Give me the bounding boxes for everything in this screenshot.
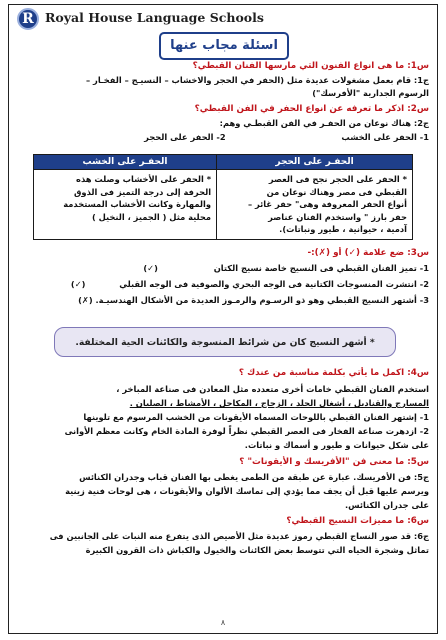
tf-item-2 (15, 278, 429, 291)
answer-1-line-1: ج1: قام بعمل مشغولات عديدة مثل (الحفر في الحجر والاخشاب – النسيـج – الفخـار – (86, 75, 429, 85)
question-5: س5: ما معنى فن "الأفريسك و الأيقونات" ؟ (239, 457, 429, 467)
question-4: س4: اكمل ما يأتي بكلمة مناسبة من عندك ؟ (238, 368, 429, 378)
wood-line: والمهارة وكانت الأخشاب المستخدمة (63, 199, 212, 209)
question-2: س2: اذكر ما تعرفه عن انواع الحفر في الفن القبطي؟ (194, 104, 429, 114)
stone-line: * الحفر على الحجر نجح فى العصر (268, 174, 407, 184)
answer-5-line-3: على جدران الكنائس. (345, 500, 429, 510)
tf-item-1-mark: (✓) (143, 263, 158, 273)
wood-line: الحرفة إلى درجة التميز فى الذوق (74, 186, 212, 197)
answer-6-line-2: تماثل وشجرة الحياه التي تتوسط بعض الكائنات والخيول والكباش ذات القرون الكبيرة (85, 545, 429, 555)
school-name: Royal House Language Schools (45, 10, 264, 25)
question-3: س3: ضع علامة (✓) أو (✗):- (307, 248, 429, 258)
completion-line-2: المسارج والقناديل ، أشغال الجلد ، الزجاج ، المكاحل ، الأمشاط ، الصلبان . (129, 398, 429, 408)
tf-item-3 (15, 294, 429, 307)
note-callout: * أشهر النسيج كان من شرائط المنسوجة والكائنات الحية المختلفة. (54, 327, 396, 357)
wood-cell (34, 170, 217, 240)
tf-item-2-text: 2- انتشرت المنسوجات الكتانية فى الوجه البحري والصوفية فى الوجه القبلي (119, 279, 429, 289)
stone-line: حفر بارز " واستخدم الفنان عناصر (268, 211, 407, 222)
tf-item-2-mark: (✓) (70, 279, 86, 289)
tf-item-1 (15, 262, 429, 275)
page-frame (8, 4, 438, 634)
page-header (9, 5, 437, 31)
stone-line: آدمية ، حيوانية ، طيور ونباتات). (279, 224, 407, 234)
wood-line: * الحفر على الأخشاب وصلت هذه (76, 174, 212, 184)
tf-item-1-text: 1- تميز الفنان القبطي فى النسيج خاصة نسيج الكتان (213, 263, 429, 273)
completion-line-3: 1- إشتهر الفنان القبطي باللوحات المسماه الأيقونات من الخشب المرسوم مع تلوينها (83, 412, 429, 422)
answer-5-line-1: ج5: فن الأفريسك. عبارة عن طبقة من الطمى يغطى بها الفنان قباب وجدران الكنائس (79, 472, 429, 482)
carving-type-2: 2- الحفر على الحجر (144, 132, 226, 142)
completion-line-5: على شكل حيوانات و طيور و أسماك و نباتات. (244, 440, 429, 450)
school-logo: R (17, 8, 39, 30)
carving-comparison-table (33, 154, 413, 240)
tf-item-3-mark: (✗) (78, 295, 93, 305)
stone-line: القبطي فى مصر وهناك نوعان من (266, 186, 407, 197)
stone-line: أنواع الحفر المعروفة وهى" حفر غائر – (247, 199, 407, 209)
question-1: س1: ما هى انواع الفنون التي مارسها الفنان القبطي؟ (192, 61, 429, 71)
completion-line-1: استخدم الفنان القبطي خامات أخرى متعدده مثل المعادن فى صناعة المباخر ، (116, 384, 429, 394)
carving-types (15, 131, 429, 144)
wood-line: محلية مثل ( الجميز ، النخيل ) (91, 211, 212, 222)
carving-type-1: 1- الحفر على الخشب (341, 132, 429, 142)
table-header-wood: الحفـر على الخشب (34, 155, 217, 170)
tf-item-3-text: 3- أشتهر النسيج القبطي وهو ذو الرسـوم والرمـوز العديدة من الأشكال الهندسيـة. (95, 295, 429, 305)
page-title: اسئلة مجاب عنها (159, 32, 289, 60)
answer-1-line-2: الرسوم الجدارية "الأفرسك") (312, 88, 429, 98)
answer-5-line-2: ويرسم عليها قبل أن يجف مما يؤدي إلى تماسك الألوان والأيقونات ، هى لوحات فنية زينية (65, 486, 429, 496)
question-6: س6: ما مميزات النسيج القبطي؟ (286, 516, 429, 526)
table-header-stone: الحفـر على الحجر (217, 155, 413, 170)
answer-6-line-1: ج6: قد صور النساج القبطي رموز عديدة مثل الأصيص الذى يتفرع منه النبات على الجانبين فى (49, 531, 429, 541)
answer-2: ج2: هناك نوعان من الحفـر في الفن القبطـي وهم: (219, 118, 429, 128)
stone-cell (217, 170, 413, 240)
page-number: ٨ (220, 618, 226, 627)
completion-line-4: 2- ازدهرت صناعة الفخار فى العصر القبطي نظراً لوفرة المادة الخام وكانت معظم الأوانى (64, 426, 429, 436)
